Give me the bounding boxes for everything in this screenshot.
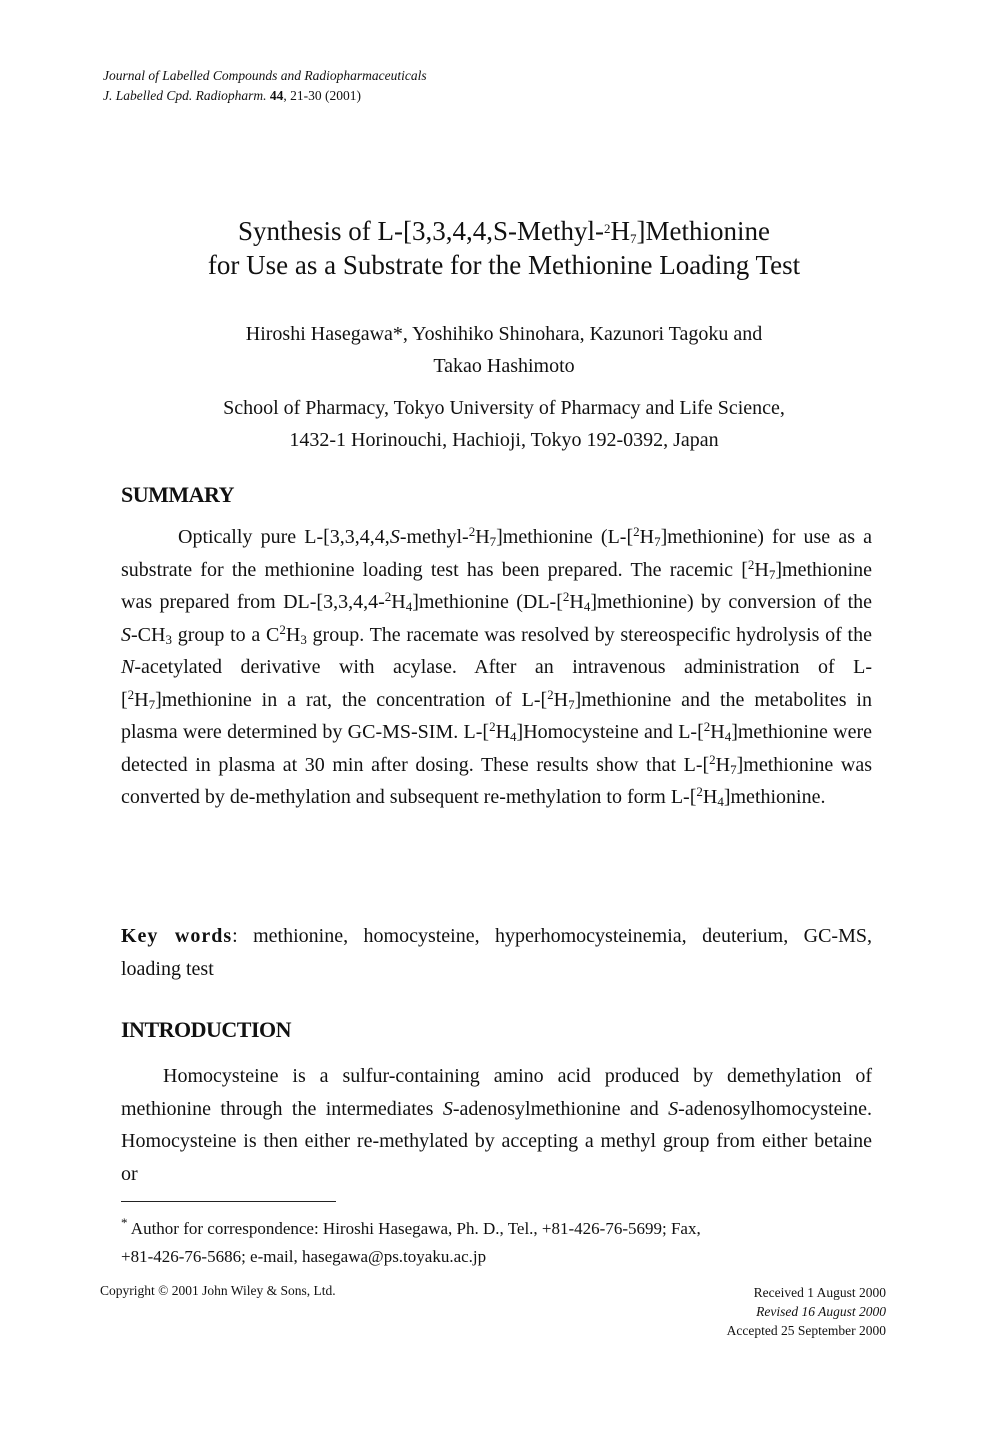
- affiliation: [0, 392, 1008, 456]
- title-text: ]Methionine: [636, 216, 770, 246]
- title-line-1: [0, 214, 1008, 248]
- journal-citation: [103, 86, 427, 106]
- title-text: Synthesis of L-[3,3,4,4,S-Methyl-: [238, 216, 604, 246]
- affiliation-line-2: 1432-1 Horinouchi, Hachioji, Tokyo 192-0392, Japan: [289, 429, 719, 451]
- received-date: Received 1 August 2000: [753, 1285, 886, 1300]
- submission-dates: [727, 1283, 886, 1340]
- footnote-line-1: * Author for correspondence: Hiroshi Hasegawa, Ph. D., Tel., +81-426-76-5699; Fax,: [121, 1215, 701, 1238]
- accepted-date: Accepted 25 September 2000: [726, 1323, 886, 1338]
- title-line-2: for Use as a Substrate for the Methionine Loading Test: [207, 250, 801, 280]
- revised-date: Revised 16 August 2000: [756, 1304, 886, 1319]
- journal-header: [103, 66, 427, 106]
- introduction-paragraph: Homocysteine is a sulfur-containing amino acid produced by demethylation of methionine through the intermediates S-adenosylmethionine and S-adenosylhomocysteine. Homocysteine is then either re-methylated by accepting a methyl group from either betaine or: [121, 1065, 872, 1185]
- footnote-divider: [121, 1201, 336, 1202]
- authors-line-2: Takao Hashimoto: [433, 355, 575, 377]
- title-sup: 2: [604, 221, 611, 236]
- title-text: H: [610, 216, 630, 246]
- summary-paragraph: Optically pure $L-[3,3,4,4,S-methyl-^2H_7]methionine$ $(L-[^2H_7]methionine)$ for use as a substrate for the methionine loading test has been prepared. The racemic $[^2H_7]methionine$ was prepared from $DL-[3,3,4,4-^2H_4]methionine$ $(DL-[^2H_4]methionine)$ by conversion of the $S-CH_3$ group to a $C^2H_3$ group. The racemate was resolved by stereospecific hydrolysis of the N-acetylated derivative with acylase. After an intravenous administration of $L-[^2H_7]methionine$ in a rat, the concentration of $L-[^2H_7]methionine$ and the metabolites in plasma were determined by GC-MS-SIM. $L-[^2H_4]Homocysteine$ and $L-[^2H_4]methionine$ were detected in plasma at 30 min after dosing. These results show that $L-[^2H_7]methionine$ was converted by de-methylation and subsequent re-methylation to form $L-[^2H_4]methionine$.: [121, 524, 873, 809]
- journal-pages-year: , 21-30 (2001): [283, 88, 361, 103]
- keywords-paragraph: [121, 920, 872, 985]
- authors-line-1: Hiroshi Hasegawa*, Yoshihiko Shinohara, Kazunori Tagoku and: [245, 323, 763, 345]
- title-sub: 7: [630, 231, 637, 246]
- footnote-mark: *: [121, 1215, 128, 1230]
- footnote-line-2: +81-426-76-5686; e-mail, hasegawa@ps.toyaku.ac.jp: [121, 1247, 487, 1266]
- affiliation-line-1: School of Pharmacy, Tokyo University of Pharmacy and Life Science,: [223, 397, 785, 419]
- keywords-text: : methionine, homocysteine, hyperhomocysteinemia, deuterium, GC-MS, loading test: [121, 925, 872, 980]
- author-list: [0, 318, 1008, 382]
- summary-heading: SUMMARY: [121, 482, 235, 507]
- correspondence-footnote: [121, 1215, 861, 1271]
- journal-name: Journal of Labelled Compounds and Radiopharmaceuticals: [103, 68, 427, 83]
- paper-title: [0, 214, 1008, 282]
- keywords-label: Key words: [121, 925, 233, 947]
- journal-volume: 44: [269, 88, 284, 103]
- copyright-notice: Copyright © 2001 John Wiley & Sons, Ltd.: [100, 1283, 336, 1298]
- introduction-heading: INTRODUCTION: [121, 1017, 292, 1042]
- journal-abbrev: J. Labelled Cpd. Radiopharm.: [103, 88, 267, 103]
